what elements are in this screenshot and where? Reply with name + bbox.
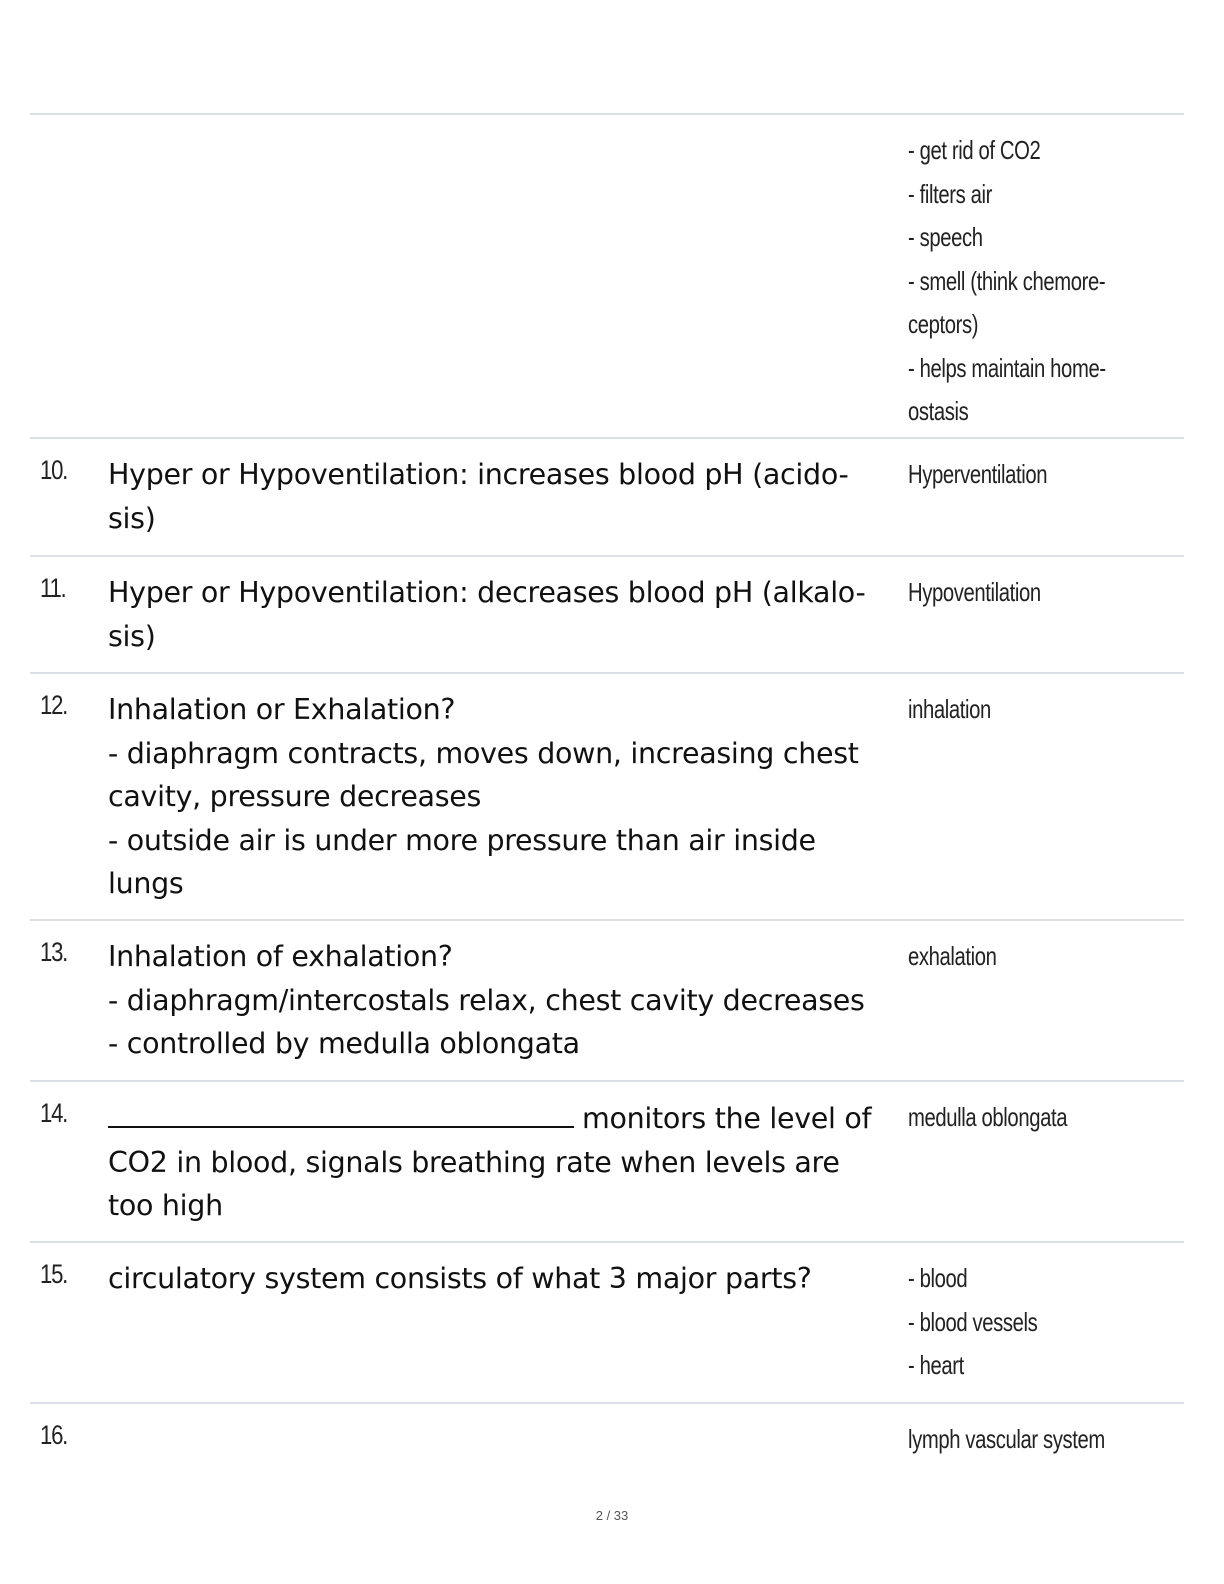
card-number: 12. bbox=[40, 690, 68, 720]
card-row-11 bbox=[30, 555, 1184, 672]
card-row-12 bbox=[30, 672, 1184, 919]
term-line: - diaphragm/intercostals relax, chest cavity decreases bbox=[108, 983, 865, 1017]
card-definition bbox=[908, 129, 1178, 434]
definition-line: Hypoventilation bbox=[908, 577, 1041, 607]
card-row-16 bbox=[30, 1402, 1184, 1472]
card-term bbox=[108, 453, 900, 540]
card-row-continued bbox=[30, 113, 1184, 437]
term-line: too high bbox=[108, 1189, 223, 1222]
card-number: 10. bbox=[40, 455, 68, 485]
definition-line: - smell (think chemore- bbox=[908, 265, 1106, 296]
definition-line: - blood bbox=[908, 1263, 968, 1293]
term-line: cavity, pressure decreases bbox=[108, 780, 482, 813]
page-number: 2 / 33 bbox=[595, 1508, 629, 1523]
card-definition bbox=[908, 1418, 1178, 1462]
card-definition bbox=[908, 1096, 1178, 1140]
term-line: - outside air is under more pressure than air inside bbox=[108, 823, 816, 857]
card-definition bbox=[908, 935, 1178, 979]
definition-line: exhalation bbox=[908, 941, 997, 971]
definition-line: - helps maintain home- bbox=[908, 352, 1106, 383]
term-line: Hyper or Hypoventilation: increases blood pH (acido- bbox=[108, 458, 849, 491]
definition-line: inhalation bbox=[908, 694, 991, 724]
definition-line: ceptors) bbox=[908, 309, 979, 339]
term-line: - controlled by medulla oblongata bbox=[108, 1027, 580, 1060]
term-line: Inhalation or Exhalation? bbox=[108, 693, 456, 726]
definition-line: - blood vessels bbox=[908, 1306, 1038, 1337]
definition-line: ostasis bbox=[908, 396, 969, 426]
card-number: 15. bbox=[40, 1259, 68, 1289]
definition-line: Hyperventilation bbox=[908, 459, 1048, 489]
term-line: sis) bbox=[108, 501, 156, 535]
card-definition bbox=[908, 688, 1178, 732]
term-line: Inhalation of exhalation? bbox=[108, 940, 453, 973]
card-row-10 bbox=[30, 437, 1184, 555]
term-line: Hyper or Hypoventilation: decreases blood pH (alkalo- bbox=[108, 576, 866, 609]
card-term bbox=[108, 688, 900, 906]
card-number: 13. bbox=[40, 937, 68, 967]
card-definition bbox=[908, 453, 1178, 497]
card-row-15 bbox=[30, 1241, 1184, 1402]
card-row-14 bbox=[30, 1080, 1184, 1241]
card-term bbox=[108, 571, 900, 658]
card-term bbox=[108, 1096, 900, 1228]
card-row-13 bbox=[30, 919, 1184, 1080]
term-line: sis) bbox=[108, 619, 156, 653]
definition-line: - get rid of CO2 bbox=[908, 135, 1041, 165]
term-text: monitors the level of bbox=[582, 1102, 872, 1135]
card-definition bbox=[908, 1257, 1178, 1388]
definition-line: - filters air bbox=[908, 178, 992, 209]
card-number: 11. bbox=[40, 573, 66, 603]
term-line: circulatory system consists of what 3 major parts? bbox=[108, 1262, 812, 1295]
definition-line: - speech bbox=[908, 222, 983, 252]
term-line: lungs bbox=[108, 867, 184, 900]
card-number: 16. bbox=[40, 1420, 68, 1450]
card-term bbox=[108, 1257, 900, 1301]
definition-line: - heart bbox=[908, 1350, 964, 1380]
fill-in-blank bbox=[108, 1096, 574, 1128]
flashcard-sheet bbox=[30, 113, 1184, 1472]
term-line: - diaphragm contracts, moves down, increasing chest bbox=[108, 736, 859, 770]
definition-line: medulla oblongata bbox=[908, 1102, 1068, 1132]
card-definition bbox=[908, 571, 1178, 615]
definition-line: lymph vascular system bbox=[908, 1424, 1105, 1454]
card-number: 14. bbox=[40, 1098, 68, 1128]
term-line-with-blank bbox=[108, 1096, 900, 1141]
term-line: CO2 in blood, signals breathing rate when levels are bbox=[108, 1145, 840, 1179]
card-term bbox=[108, 935, 900, 1066]
